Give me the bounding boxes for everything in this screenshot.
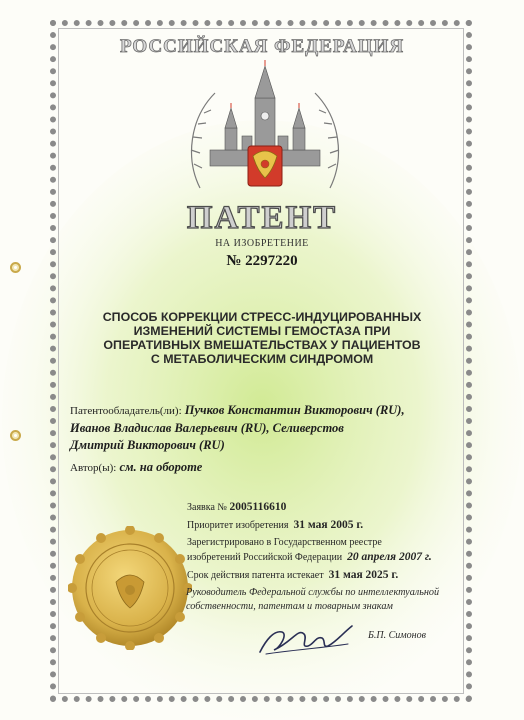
priority-label: Приоритет изобретения (187, 520, 289, 531)
expiry-label: Срок действия патента истекает (187, 570, 324, 581)
kremlin-emblem-icon (180, 58, 350, 198)
invention-title (70, 310, 454, 366)
owners-label: Патентообладатель(ли): (70, 405, 182, 417)
patent-heading: ПАТЕНТ (186, 200, 338, 236)
registration-details (187, 500, 457, 583)
registered-date: 20 апреля 2007 г. (347, 551, 432, 563)
patent-number: № 2297220 (226, 253, 298, 269)
binder-hole-bottom (10, 430, 21, 441)
owners-line-2: Иванов Владислав Валерьевич (RU), Селиверстов (70, 421, 344, 435)
patent-owners (70, 402, 462, 454)
title-line: С МЕТАБОЛИЧЕСКИМ СИНДРОМОМ (150, 352, 374, 366)
position-line-2: собственности, патентам и товарным знакам (186, 601, 393, 612)
registered-label-line-1: Зарегистрировано в Государственном реестре (187, 537, 382, 548)
title-line: СПОСОБ КОРРЕКЦИИ СТРЕСС-ИНДУЦИРОВАННЫХ (102, 310, 422, 324)
priority-date: 31 мая 2005 г. (293, 519, 364, 531)
gold-seal-icon (68, 526, 192, 650)
patent-kind: НА ИЗОБРЕТЕНИЕ (215, 238, 309, 249)
position-line-1: Руководитель Федеральной службы по интеллектуальной (186, 587, 440, 598)
registered-label-line-2: изобретений Российской Федерации (187, 552, 343, 563)
expiry-date: 31 мая 2025 г. (328, 569, 399, 581)
authors-label: Автор(ы): (70, 462, 117, 474)
title-line: ОПЕРАТИВНЫХ ВМЕШАТЕЛЬСТВАХ У ПАЦИЕНТОВ (103, 338, 421, 352)
owners-line-3: Дмитрий Викторович (RU) (70, 438, 225, 452)
signature-icon (252, 618, 362, 660)
owners-line-1: Пучков Константин Викторович (RU), (184, 403, 405, 417)
application-number: 2005116610 (229, 501, 287, 513)
signatory-name: Б.П. Симонов (368, 630, 426, 641)
signatory-position (186, 586, 446, 614)
authors-row (70, 460, 202, 475)
country-heading: РОССИЙСКАЯ ФЕДЕРАЦИЯ (119, 36, 405, 57)
application-label: Заявка № (187, 502, 227, 513)
authors-value: см. на обороте (119, 460, 203, 474)
title-line: ИЗМЕНЕНИЙ СИСТЕМЫ ГЕМОСТАЗА ПРИ (133, 324, 391, 338)
